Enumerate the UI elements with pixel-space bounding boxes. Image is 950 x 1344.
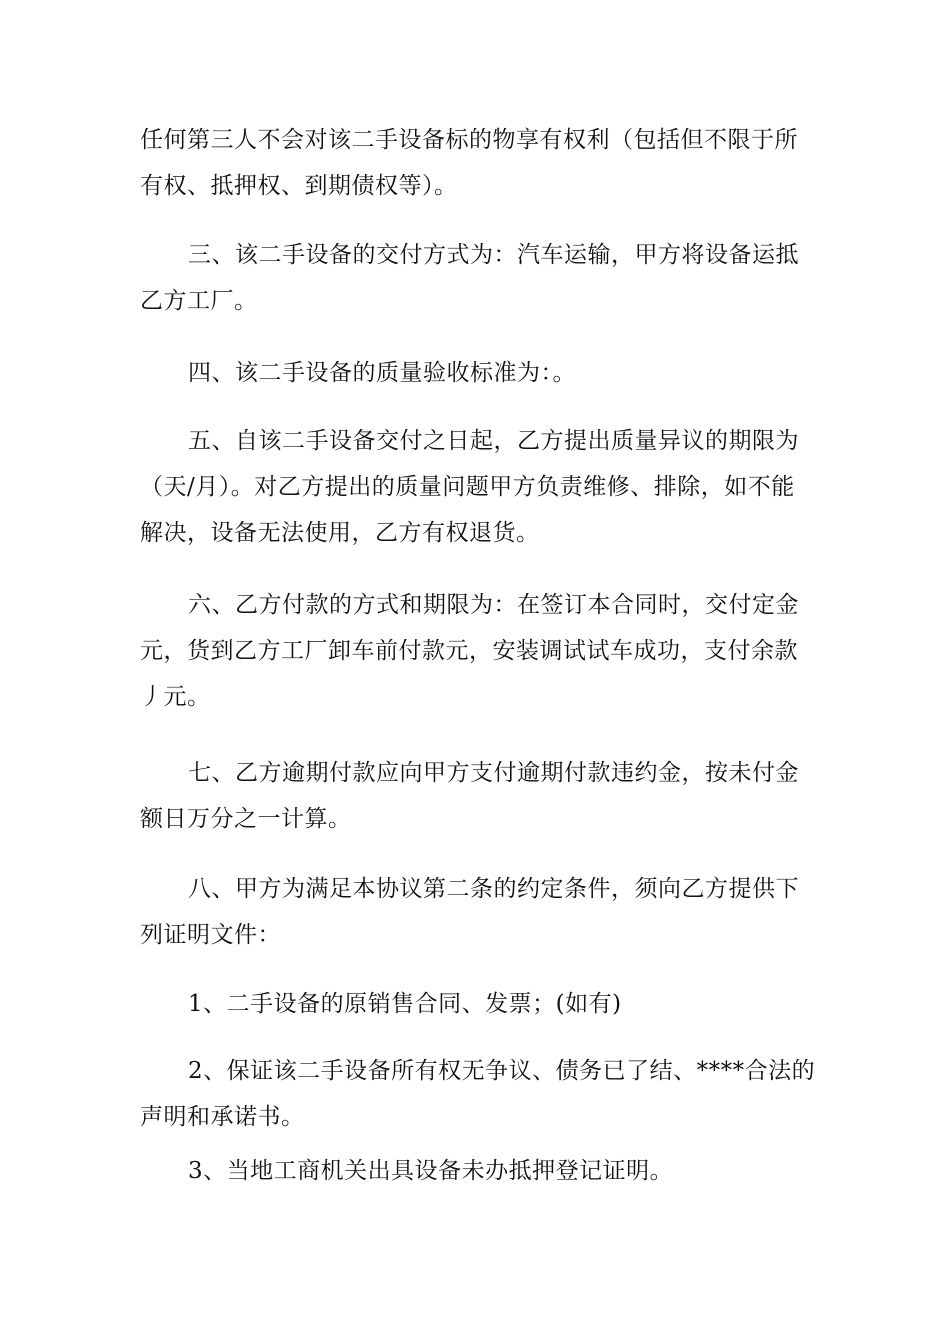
paragraph-ownership-rights <box>140 117 820 209</box>
paragraph-clause-7-penalty <box>140 750 820 842</box>
paragraph-clause-5-objection <box>140 418 820 556</box>
paragraph-clause-3-delivery <box>140 232 820 324</box>
text-line: 丿元。 <box>140 684 211 710</box>
text-line: 有权、抵押权、到期债权等）。 <box>140 173 458 199</box>
list-item-3-mortgage-certificate <box>140 1148 820 1194</box>
text-line: （天/月）。对乙方提出的质量问题甲方负责维修、排除，如不能 <box>140 474 795 500</box>
text-line: 乙方工厂。 <box>140 288 258 314</box>
text-line: 四、该二手设备的质量验收标准为：。 <box>188 360 576 386</box>
text-line: 七、乙方逾期付款应向甲方支付逾期付款违约金，按未付金 <box>188 760 799 786</box>
paragraph-clause-4-quality <box>140 350 820 396</box>
text-line: 列证明文件： <box>140 922 281 948</box>
text-line: 1、二手设备的原销售合同、发票；(如有) <box>188 991 622 1017</box>
text-line: 解决，设备无法使用，乙方有权退货。 <box>140 520 540 546</box>
list-item-2-ownership-statement <box>140 1048 820 1140</box>
paragraph-clause-6-payment <box>140 582 820 720</box>
paragraph-clause-8-documents <box>140 866 820 958</box>
list-item-1-sales-contract <box>140 981 820 1027</box>
text-line: 六、乙方付款的方式和期限为：在签订本合同时，交付定金 <box>188 592 799 618</box>
text-line: 声明和承诺书。 <box>140 1104 305 1130</box>
text-line: 八、甲方为满足本协议第二条的约定条件，须向乙方提供下 <box>188 876 799 902</box>
text-line: 3、当地工商机关出具设备未办抵押登记证明。 <box>188 1158 674 1184</box>
text-line: 五、自该二手设备交付之日起，乙方提出质量异议的期限为 <box>188 428 799 454</box>
text-line: 2、保证该二手设备所有权无争议、债务已了结、****合法的 <box>188 1058 816 1084</box>
text-line: 三、该二手设备的交付方式为：汽车运输，甲方将设备运抵 <box>188 242 799 268</box>
text-line: 额日万分之一计算。 <box>140 806 352 832</box>
text-line: 任何第三人不会对该二手设备标的物享有权利（包括但不限于所 <box>140 127 798 153</box>
text-line: 元，货到乙方工厂卸车前付款元，安装调试试车成功，支付余款 <box>140 638 798 664</box>
